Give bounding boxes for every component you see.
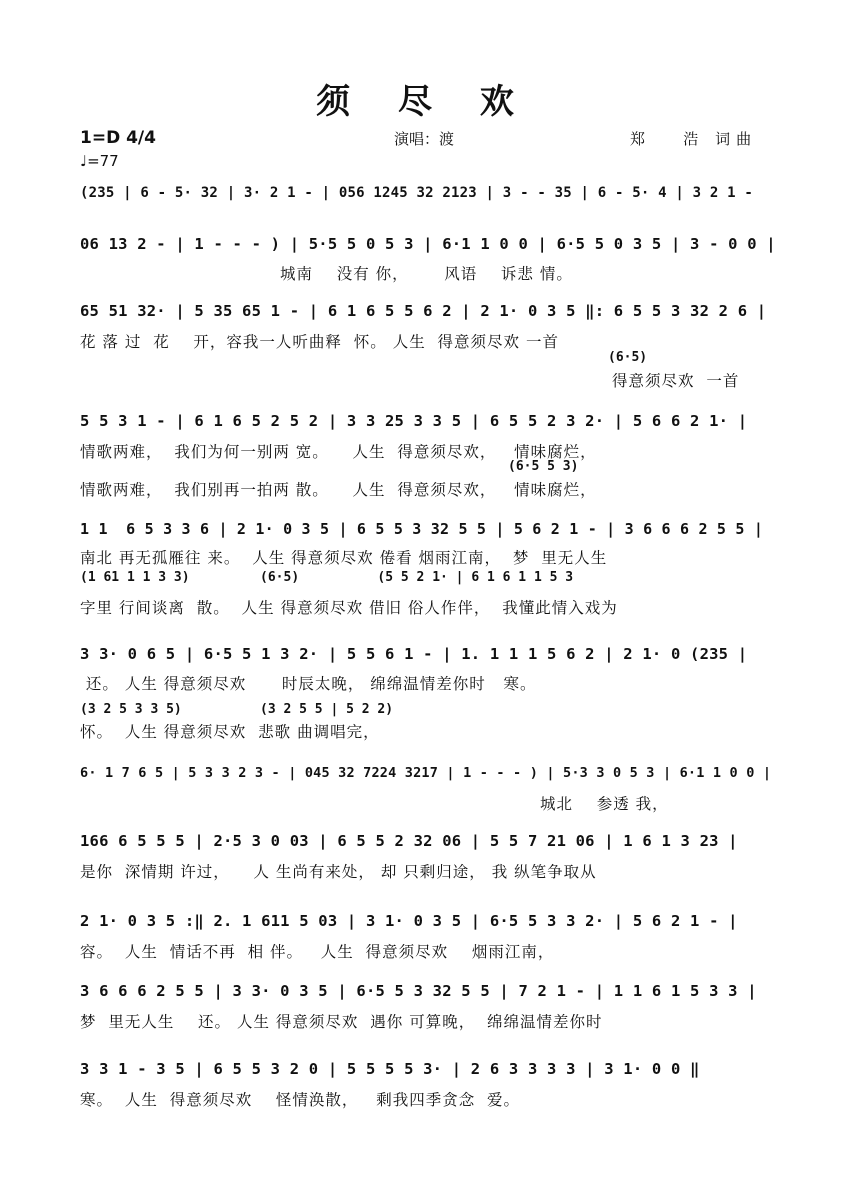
- tempo-marking: ♩=77: [80, 152, 119, 170]
- alternate-notes: (6·5 5 3): [508, 459, 579, 474]
- song-title: 须 尽 欢: [316, 82, 532, 122]
- lyric-line: 城南 没有 你， 风语 诉悲 情。: [280, 265, 573, 283]
- score-notes-row: 3 3 1 - 3 5 | 6 5 5 3 2 0 | 5 5 5 5 3· | 2 6 3 3 3 3 | 3 1· 0 0 ‖: [80, 1060, 700, 1078]
- lyric-line: 情歌两难， 我们为何一别两 宽。 人生 得意须尽欢， 情味腐烂，: [80, 443, 597, 461]
- score-notes-row: 2 1· 0 3 5 :‖ 2. 1 611 5 03 | 3 1· 0 3 5 | 6·5 5 3 3 2· | 5 6 2 1 - |: [80, 912, 738, 930]
- score-notes-row: 65 51 32· | 5 35 65 1 - | 6 1 6 5 5 6 2 | 2 1· 0 3 5 ‖: 6 5 5 3 32 2 6 |: [80, 302, 767, 320]
- alternate-lyric-line: 字里 行间谈离 散。 人生 得意须尽欢 借旧 俗人作伴， 我懂此情入戏为: [80, 599, 618, 617]
- alternate-notes: (1 61 1 1 3 3) (6·5) (5 5 2 1· | 6 1 6 1 1 5 3: [80, 570, 574, 585]
- lyric-line: 南北 再无孤雁往 来。 人生 得意须尽欢 倦看 烟雨江南， 梦 里无人生: [80, 549, 608, 567]
- lyric-line: 梦 里无人生 还。 人生 得意须尽欢 遇你 可算晚， 绵绵温情差你时: [80, 1013, 603, 1031]
- alternate-notes: (6·5): [608, 350, 648, 365]
- lyric-line: 容。 人生 情话不再 相 伴。 人生 得意须尽欢 烟雨江南，: [80, 943, 555, 961]
- singer-credit: 演唱：渡: [394, 130, 455, 148]
- lyric-line: 寒。 人生 得意须尽欢 怪情涣散， 剩我四季贪念 爱。: [80, 1091, 521, 1109]
- alternate-notes: (3 2 5 3 3 5) (3 2 5 5 | 5 2 2): [80, 702, 394, 717]
- alternate-lyric-line: 得意须尽欢 一首: [612, 372, 740, 390]
- lyric-line: 花 落 过 花 开，容我一人听曲释 怀。 人生 得意须尽欢 一首: [80, 333, 559, 351]
- lyric-line: 还。 人生 得意须尽欢 时辰太晚， 绵绵温情差你时 寒。: [80, 675, 537, 693]
- score-notes-row: 06 13 2 - | 1 - - - ) | 5·5 5 0 5 3 | 6·1 1 0 0 | 6·5 5 0 3 5 | 3 - 0 0 |: [80, 235, 776, 253]
- alternate-lyric-line: 情歌两难， 我们别再一拍两 散。 人生 得意须尽欢， 情味腐烂，: [80, 481, 597, 499]
- alternate-lyric-line: 怀。 人生 得意须尽欢 悲歌 曲调唱完，: [80, 723, 380, 741]
- score-notes-row: 1 1 6 5 3 3 6 | 2 1· 0 3 5 | 6 5 5 3 32 5 5 | 5 6 2 1 - | 3 6 6 6 2 5 5 |: [80, 520, 764, 538]
- score-notes-row: (235 | 6 - 5· 32 | 3· 2 1 - | 056 1245 32 2123 | 3 - - 35 | 6 - 5· 4 | 3 2 1 -: [80, 185, 754, 201]
- score-notes-row: 3 3· 0 6 5 | 6·5 5 1 3 2· | 5 5 6 1 - | 1. 1 1 1 5 6 2 | 2 1· 0 (235 |: [80, 645, 748, 663]
- score-notes-row: 5 5 3 1 - | 6 1 6 5 2 5 2 | 3 3 25 3 3 5 | 6 5 5 2 3 2· | 5 6 6 2 1· |: [80, 412, 748, 430]
- lyric-line: 城北 参透 我，: [540, 795, 669, 813]
- score-notes-row: 166 6 5 5 5 | 2·5 3 0 03 | 6 5 5 2 32 06 | 5 5 7 21 06 | 1 6 1 3 23 |: [80, 832, 738, 850]
- key-signature: 1=D 4/4: [80, 128, 156, 148]
- score-notes-row: 3 6 6 6 2 5 5 | 3 3· 0 3 5 | 6·5 5 3 32 5 5 | 7 2 1 - | 1 1 6 1 5 3 3 |: [80, 982, 757, 1000]
- score-notes-row: 6· 1 7 6 5 | 5 3 3 2 3 - | 045 32 7224 3217 | 1 - - - ) | 5·3 3 0 5 3 | 6·1 1 0 0 |: [80, 765, 772, 781]
- composer-credit: 郑 浩 词曲: [630, 130, 758, 148]
- lyric-line: 是你 深情期 许过， 人 生尚有来处， 却 只剩归途， 我 纵笔争取从: [80, 863, 597, 881]
